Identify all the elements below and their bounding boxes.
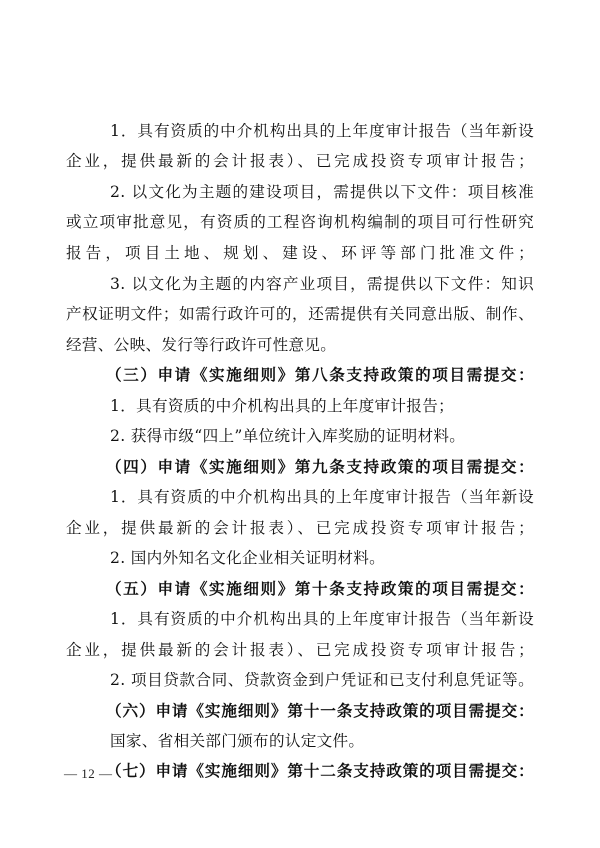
section-heading: （七）申请《实施细则》第十二条支持政策的项目需提交： bbox=[106, 761, 534, 780]
section-heading: （六）申请《实施细则》第十一条支持政策的项目需提交： bbox=[106, 701, 534, 720]
text-line: 报告，项目土地、规划、建设、环评等部门批准文件； bbox=[66, 244, 534, 262]
text-line: 或立项审批意见，有资质的工程咨询机构编制的项目可行性研究 bbox=[66, 213, 534, 231]
text-line: 企业，提供最新的会计报表）、已完成投资专项审计报告； bbox=[66, 519, 534, 537]
text-line: 2. 项目贷款合同、贷款资金到户凭证和已支付利息凭证等。 bbox=[110, 671, 534, 689]
text-line: 国家、省相关部门颁布的认定文件。 bbox=[110, 732, 365, 750]
text-line: 1．具有资质的中介机构出具的上年度审计报告（当年新设 bbox=[110, 488, 534, 506]
text-line: 2. 获得市级“四上”单位统计入库奖励的证明材料。 bbox=[110, 427, 466, 445]
text-line: 经营、公映、发行等行政许可性意见。 bbox=[66, 336, 337, 354]
text-line: 2. 以文化为主题的建设项目，需提供以下文件：项目核准 bbox=[110, 183, 534, 201]
section-heading: （四）申请《实施细则》第九条支持政策的项目需提交： bbox=[106, 457, 534, 476]
text-line: 3. 以文化为主题的内容产业项目，需提供以下文件：知识 bbox=[110, 275, 534, 293]
text-line: 企业，提供最新的会计报表）、已完成投资专项审计报告； bbox=[66, 641, 534, 659]
text-line: 产权证明文件；如需行政许可的，还需提供有关同意出版、制作、 bbox=[66, 305, 534, 323]
page-number: — 12 — bbox=[64, 766, 113, 781]
text-line: 1．具有资质的中介机构出具的上年度审计报告（当年新设 bbox=[110, 122, 534, 140]
section-heading: （三）申请《实施细则》第八条支持政策的项目需提交： bbox=[106, 365, 534, 384]
text-line: 1．具有资质的中介机构出具的上年度审计报告； bbox=[110, 397, 454, 415]
section-heading: （五）申请《实施细则》第十条支持政策的项目需提交： bbox=[106, 579, 534, 598]
text-line: 1．具有资质的中介机构出具的上年度审计报告（当年新设 bbox=[110, 610, 534, 628]
text-line: 2. 国内外知名文化企业相关证明材料。 bbox=[110, 549, 386, 567]
text-line: 企业，提供最新的会计报表）、已完成投资专项审计报告； bbox=[66, 152, 534, 170]
